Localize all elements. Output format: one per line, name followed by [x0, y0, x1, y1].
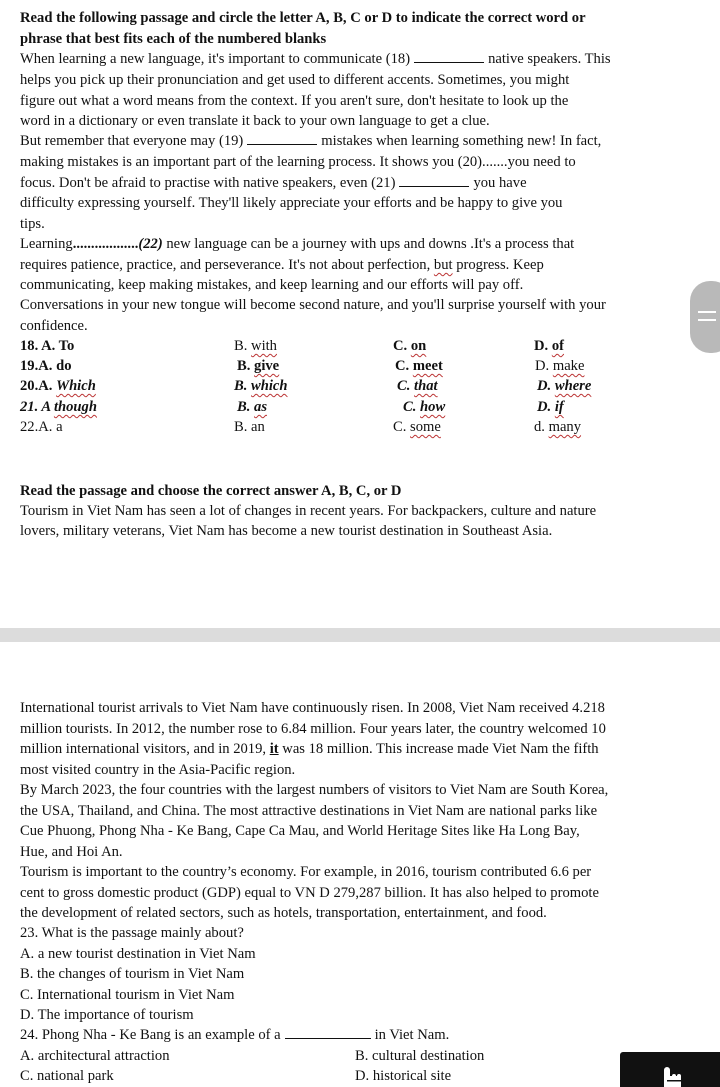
option-c[interactable]	[393, 336, 426, 356]
option-c[interactable]	[393, 417, 441, 437]
option-a[interactable]: 18. A. To	[20, 338, 75, 354]
floating-widget[interactable]	[620, 1052, 720, 1087]
option-letter: C.	[393, 419, 411, 435]
option-letter: B.	[234, 378, 252, 394]
passage-line: Hue, and Hoi An.	[20, 844, 123, 860]
answer-blank-18	[414, 50, 484, 63]
passage-line: By March 2023, the four countries with the largest numbers of visitors to Viet Nam are South Korea,	[20, 782, 609, 798]
option-b[interactable]: B. cultural destination	[355, 1048, 485, 1064]
option-letter: C.	[395, 358, 413, 374]
option-c[interactable]	[397, 376, 438, 396]
option-a[interactable]	[20, 376, 96, 396]
answer-blank-21	[399, 174, 469, 187]
passage-line	[20, 234, 574, 254]
option-letter: B.	[237, 358, 255, 374]
document-page-2	[0, 642, 720, 1087]
option-text: which	[251, 378, 288, 394]
text-segment: new language can be a journey with ups and downs .It's a process that	[162, 236, 575, 252]
passage-line: communicating, keep making mistakes, and keep learning and our efforts will pay off.	[20, 277, 524, 293]
passage-line: International tourist arrivals to Viet Nam have continuously risen. In 2008, Viet Nam received 4.218	[20, 700, 605, 716]
passage-line: tips.	[20, 216, 45, 232]
option-letter: 20.A.	[20, 378, 57, 394]
option-a[interactable]: 19.A. do	[20, 358, 72, 374]
section1-heading-line1: Read the following passage and circle the letter A, B, C or D to indicate the correct word or	[20, 10, 586, 26]
option-text: give	[254, 358, 280, 374]
option-text: how	[420, 399, 446, 415]
text-segment: in Viet Nam.	[374, 1027, 450, 1043]
option-letter: 21. A	[20, 399, 54, 415]
page-gap	[0, 628, 720, 642]
text-segment: native speakers. This	[488, 51, 611, 67]
passage-line: word in a dictionary or even translate it back to your own language to get a clue.	[20, 113, 490, 129]
option-c[interactable]	[403, 397, 445, 417]
passage-line: helps you pick up their pronunciation and get used to different accents. Sometimes, you might	[20, 72, 570, 88]
option-letter: B.	[234, 419, 252, 435]
option-text: many	[548, 419, 582, 435]
option-text: Which	[56, 378, 96, 394]
option-c[interactable]: C. national park	[20, 1068, 114, 1084]
passage-line: confidence.	[20, 318, 88, 334]
answer-blank-24	[285, 1026, 371, 1039]
passage-line: million tourists. In 2012, the number rose to 6.84 million. Four years later, the country welcomed 10	[20, 721, 606, 737]
option-b[interactable]	[234, 376, 288, 396]
passage-line	[20, 131, 601, 151]
handle-grip	[698, 319, 716, 321]
option-text: if	[554, 399, 564, 415]
passage-line	[20, 255, 544, 275]
passage-line	[20, 739, 599, 759]
option-letter: d.	[534, 419, 549, 435]
option-text: make	[552, 358, 585, 374]
option-letter: D.	[537, 399, 555, 415]
option-letter: C.	[397, 378, 415, 394]
text-segment: requires patience, practice, and perseverance. It's not about perfection,	[20, 257, 434, 273]
option-a[interactable]: A. a new tourist destination in Viet Nam	[20, 946, 256, 962]
passage-line	[20, 49, 611, 69]
handle-grip	[698, 311, 716, 313]
option-letter: B.	[237, 399, 255, 415]
option-text: an	[251, 419, 265, 435]
hand-pointer-icon	[650, 1062, 690, 1087]
question-number: (22)	[138, 236, 163, 252]
passage-line: figure out what a word means from the context. If you aren't sure, don't hesitate to look up the	[20, 93, 569, 109]
passage-line: Tourism in Viet Nam has seen a lot of changes in recent years. For backpackers, culture and nature	[20, 503, 597, 519]
answer-blank-22: ..................	[72, 236, 139, 252]
text-segment: but	[433, 257, 453, 273]
scroll-handle-icon[interactable]	[690, 281, 720, 353]
option-letter: C.	[403, 399, 421, 415]
option-a[interactable]: 22.A. a	[20, 419, 63, 435]
section1-heading-line2: phrase that best fits each of the numbered blanks	[20, 31, 327, 47]
option-letter: D.	[534, 338, 552, 354]
option-text: as	[254, 399, 268, 415]
text-segment: million international visitors, and in 2019,	[20, 741, 270, 757]
passage-line: difficulty expressing yourself. They'll likely appreciate your efforts and be happy to give you	[20, 195, 563, 211]
passage-line: cent to gross domestic product (GDP) equal to VN D 279,287 billion. It has also helped to promote	[20, 885, 599, 901]
passage-line: most visited country in the Asia-Pacific region.	[20, 762, 296, 778]
text-segment: mistakes when learning something new! In fact,	[321, 133, 602, 149]
passage-line: making mistakes is an important part of the learning process. It shows you (20).......you need to	[20, 154, 576, 170]
option-b[interactable]	[234, 336, 277, 356]
option-d[interactable]	[537, 376, 591, 396]
option-text: on	[410, 338, 427, 354]
option-letter: C.	[393, 338, 411, 354]
option-d[interactable]	[537, 397, 564, 417]
option-d[interactable]: D. historical site	[355, 1068, 452, 1084]
option-b[interactable]: B. the changes of tourism in Viet Nam	[20, 966, 245, 982]
section2-heading: Read the passage and choose the correct answer A, B, C, or D	[20, 483, 402, 499]
text-segment: Learning	[20, 236, 73, 252]
passage-line	[20, 173, 527, 193]
option-b[interactable]	[237, 356, 279, 376]
passage-line: Cue Phuong, Phong Nha - Ke Bang, Cape Ca Mau, and World Heritage Sites like Ha Long Bay,	[20, 823, 580, 839]
passage-line: the development of related sectors, such as hotels, transportation, entertainment, and food.	[20, 905, 547, 921]
answer-blank-19	[247, 132, 317, 145]
option-b[interactable]	[237, 397, 267, 417]
passage-line: the USA, Thailand, and China. The most attractive destinations in Viet Nam are national parks like	[20, 803, 598, 819]
option-c[interactable]	[395, 356, 443, 376]
option-text: of	[551, 338, 565, 354]
option-a[interactable]	[20, 397, 97, 417]
option-letter: D.	[535, 358, 553, 374]
text-segment: progress. Keep	[452, 257, 544, 273]
option-d[interactable]	[534, 336, 564, 356]
text-segment: you have	[473, 175, 527, 191]
text-segment: But remember that everyone may (19)	[20, 133, 244, 149]
option-b[interactable]	[234, 417, 265, 437]
option-text: that	[414, 378, 438, 394]
option-text: though	[53, 399, 97, 415]
text-segment: focus. Don't be afraid to practise with native speakers, even (21)	[20, 175, 396, 191]
option-c[interactable]: C. International tourism in Viet Nam	[20, 987, 235, 1003]
option-d[interactable]	[535, 356, 584, 376]
option-letter: B.	[234, 338, 252, 354]
option-text: some	[410, 419, 441, 435]
option-text: where	[554, 378, 592, 394]
option-text: meet	[412, 358, 443, 374]
text-segment: 24. Phong Nha - Ke Bang is an example of a	[20, 1027, 281, 1043]
passage-line: Conversations in your new tongue will become second nature, and you'll surprise yourself with your	[20, 297, 606, 313]
passage-line: Tourism is important to the country’s economy. For example, in 2016, tourism contributed 6.6 per	[20, 864, 592, 880]
question-24	[20, 1025, 449, 1045]
option-letter: D.	[537, 378, 555, 394]
option-d[interactable]	[534, 417, 581, 437]
option-a[interactable]: A. architectural attraction	[20, 1048, 170, 1064]
referent-word: it	[269, 741, 279, 757]
question-23: 23. What is the passage mainly about?	[20, 925, 244, 941]
option-text: with	[251, 338, 277, 354]
text-segment: When learning a new language, it's important to communicate (18)	[20, 51, 411, 67]
option-d[interactable]: D. The importance of tourism	[20, 1007, 194, 1023]
text-segment: was 18 million. This increase made Viet Nam the fifth	[278, 741, 599, 757]
passage-line: lovers, military veterans, Viet Nam has become a new tourist destination in Southeast Asia.	[20, 523, 553, 539]
